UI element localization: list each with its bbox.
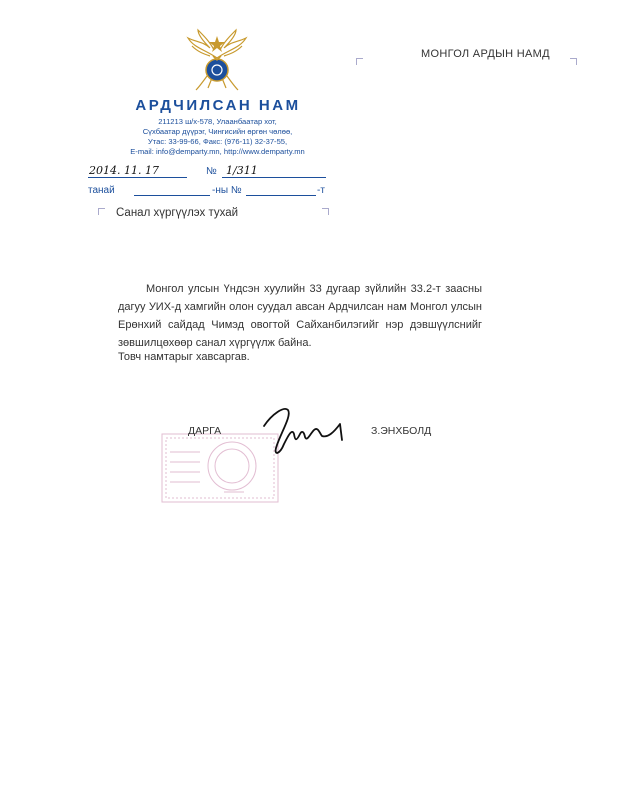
party-emblem-icon <box>186 28 248 92</box>
address-line: Сүхбаатар дүүрэг, Чингисийн өргөн чөлөө, <box>142 127 293 136</box>
org-name: АРДЧИЛСАН НАМ <box>135 97 301 114</box>
signature-scribble <box>258 404 348 460</box>
document-date: 2014. 11. 17 <box>89 164 159 177</box>
reply-suffix: -т <box>317 185 325 196</box>
attachment-note: Товч намтарыг хавсаргав. <box>118 351 250 363</box>
number-label: № <box>206 166 217 177</box>
signatory-role: ДАРГА <box>188 425 222 437</box>
addressee-corner-mark <box>356 58 363 65</box>
reply-prefix: танай <box>88 185 115 196</box>
addressee-corner-mark <box>570 58 577 65</box>
addressee: МОНГОЛ АРДЫН НАМД <box>421 48 550 60</box>
date-rule <box>88 177 187 178</box>
subject-corner-mark <box>98 208 105 215</box>
signatory-name: З.ЭНХБОЛД <box>371 425 432 437</box>
reply-mid: -ны № <box>212 185 242 196</box>
address-line: 211213 ш/х-578, Улаанбаатар хот, <box>158 117 277 126</box>
subject-line: Санал хүргүүлэх тухай <box>116 207 239 219</box>
reply-rule <box>134 195 210 196</box>
reply-number-rule <box>246 195 316 196</box>
subject-corner-mark <box>322 208 329 215</box>
number-rule <box>222 177 326 178</box>
address-line: Утас: 33-99-66, Факс: (976-11) 32-37-55, <box>147 137 288 146</box>
body-paragraph: Монгол улсын Үндсэн хуулийн 33 дугаар зүйлийн 33.2-т заасны дагуу УИХ-д хамгийн олон суудал авсан Ардчилсан нам Монгол улсын Ерөнхий сайдад Чимэд овогтой Сайханбилэгийг нэр дэвшүүлснийг зөвшилцөхөөр санал хүргүүлж байна. <box>118 283 482 349</box>
document-number: 1/311 <box>226 164 258 177</box>
contact-line: E-mail: info@demparty.mn, http://www.demparty.mn <box>130 147 305 156</box>
